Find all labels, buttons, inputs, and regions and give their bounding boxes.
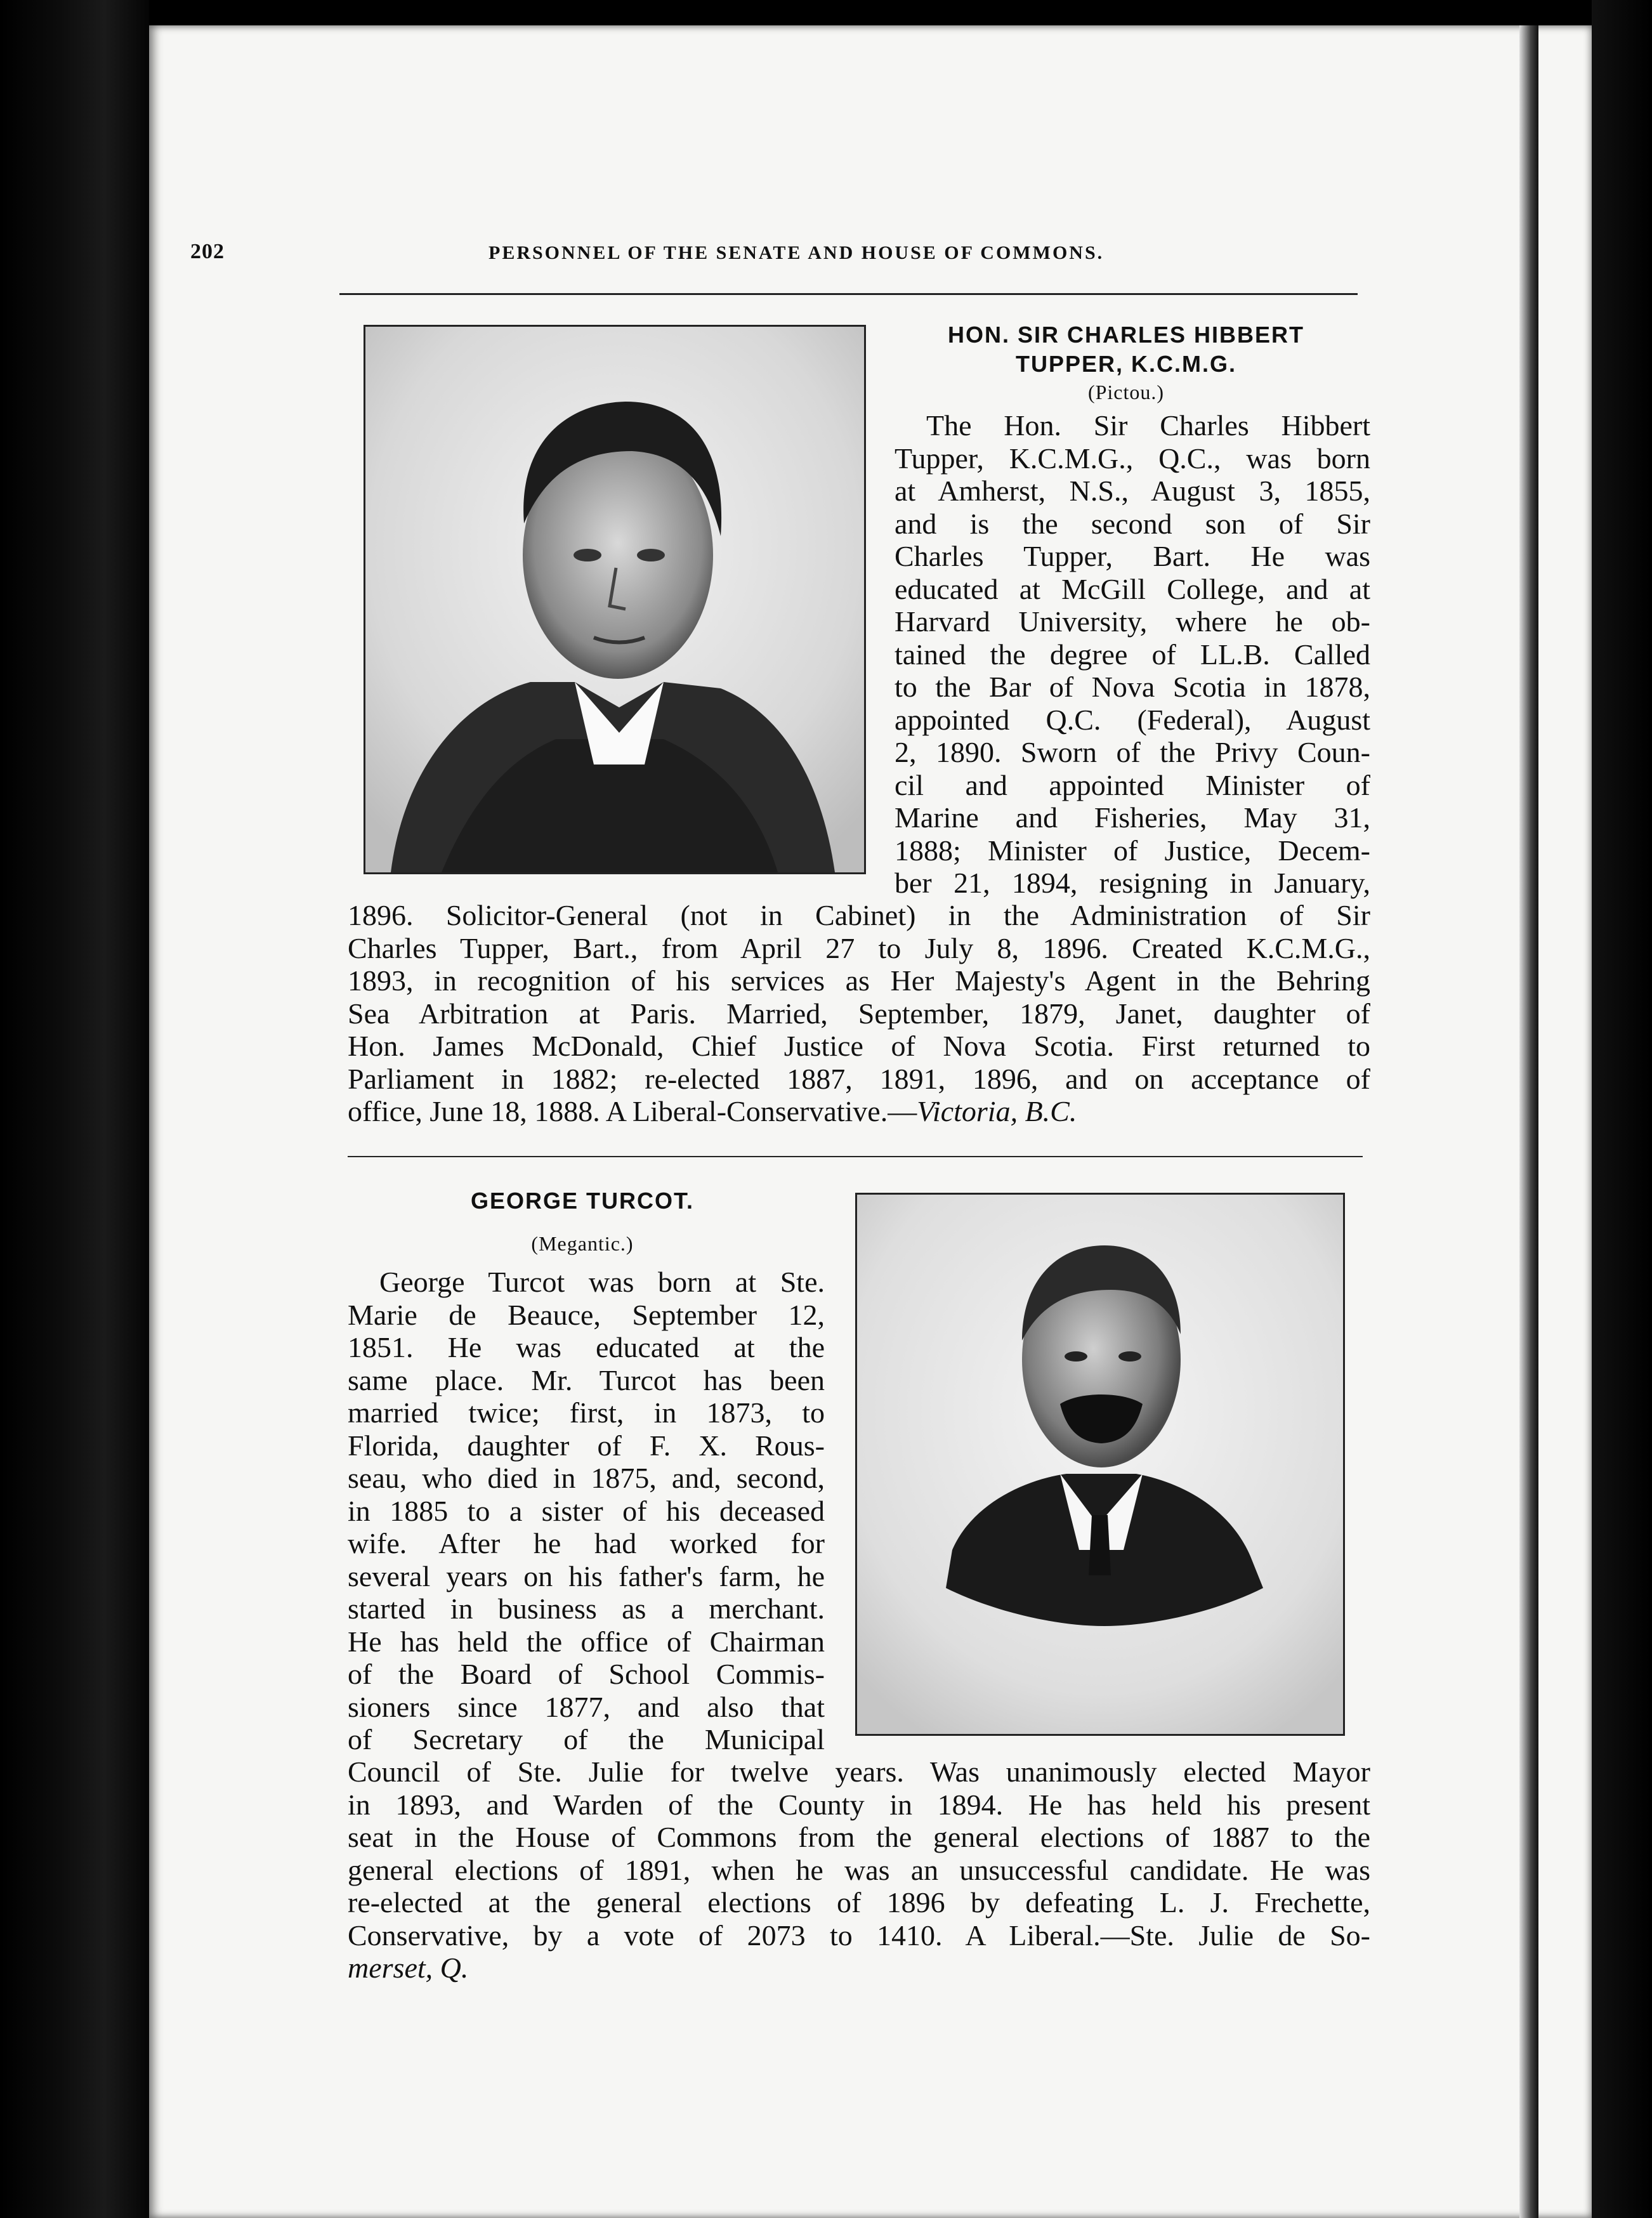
text-line: 1888; Minister of Justice, Decem- <box>895 834 1370 867</box>
residence-turcot: merset, Q. <box>348 1952 469 1984</box>
text-line: 1851. He was educated at the <box>348 1331 825 1363</box>
entry-heading-turcot: GEORGE TURCOT. <box>470 1188 695 1214</box>
text-line: Conservative, by a vote of 2073 to 1410. A Liberal.—Ste. Julie de So- <box>348 1919 1370 1952</box>
page-number: 202 <box>190 240 225 263</box>
constituency-turcot: (Megantic.) <box>531 1232 634 1255</box>
text-line: George Turcot was born at Ste. <box>379 1266 825 1298</box>
text-line: several years on his father's farm, he <box>348 1559 825 1592</box>
portrait-turcot <box>855 1193 1345 1736</box>
residence-tupper: Victoria, B.C. <box>917 1095 1077 1127</box>
text-line: seat in the House of Commons from the general elections of 1887 to the <box>348 1821 1370 1853</box>
page-header <box>190 240 1358 278</box>
text-line-final <box>348 1095 1370 1128</box>
text-line: educated at McGill College, and at <box>895 572 1370 605</box>
text-line: started in business as a merchant. <box>348 1592 825 1625</box>
text-line: same place. Mr. Turcot has been <box>348 1363 825 1396</box>
text-line: general elections of 1891, when he was an unsuccessful candidate. He was <box>348 1853 1370 1886</box>
text-line: married twice; first, in 1873, to <box>348 1396 825 1429</box>
text-line: and is the second son of Sir <box>895 507 1370 540</box>
entry-heading-tupper-line1: HON. SIR CHARLES HIBBERT <box>947 322 1305 348</box>
portrait-tupper-image <box>365 327 864 872</box>
entry-text-turcot-narrow <box>348 1266 825 1756</box>
text-line: of Secretary of the Municipal <box>348 1723 825 1755</box>
text-line: in 1885 to a sister of his deceased <box>348 1494 825 1527</box>
text-line: 1893, in recognition of his services as Her Majesty's Agent in the Behring <box>348 964 1370 997</box>
entry-text-tupper-narrow <box>895 409 1370 900</box>
final-text: office, June 18, 1888. A Liberal-Conservative.— <box>348 1095 917 1127</box>
text-line: Council of Ste. Julie for twelve years. Was unanimously elected Mayor <box>348 1755 1370 1788</box>
text-line: He has held the office of Chairman <box>348 1625 825 1658</box>
text-line: Tupper, K.C.M.G., Q.C., was born <box>895 442 1370 475</box>
entry-separator-rule <box>348 1156 1363 1157</box>
text-line: Florida, daughter of F. X. Rous- <box>348 1429 825 1462</box>
text-line: Harvard University, where he ob- <box>895 605 1370 638</box>
header-rule <box>339 293 1358 295</box>
text-line: Marine and Fisheries, May 31, <box>895 801 1370 834</box>
text-line: The Hon. Sir Charles Hibbert <box>926 409 1370 442</box>
text-line: ber 21, 1894, resigning in January, <box>895 867 1370 899</box>
scan-edge-right <box>1592 0 1652 2218</box>
page-gutter <box>1519 25 1538 2218</box>
text-line: Parliament in 1882; re-elected 1887, 1891, 1896, and on acceptance of <box>348 1062 1370 1095</box>
entry-text-tupper-wide <box>348 899 1370 1128</box>
text-line: of the Board of School Commis- <box>348 1658 825 1690</box>
text-line: in 1893, and Warden of the County in 1894. He has held his present <box>348 1788 1370 1821</box>
scan-edge-left <box>0 0 149 2218</box>
entry-heading-tupper-line2: TUPPER, K.C.M.G. <box>1015 351 1237 377</box>
text-line: cil and appointed Minister of <box>895 768 1370 801</box>
text-line: appointed Q.C. (Federal), August <box>895 703 1370 736</box>
portrait-tupper <box>364 325 866 874</box>
entry-text-turcot-wide <box>348 1755 1370 1985</box>
constituency-tupper: (Pictou.) <box>1087 381 1165 404</box>
text-line: Charles Tupper, Bart., from April 27 to July 8, 1896. Created K.C.M.G., <box>348 931 1370 964</box>
text-line: Marie de Beauce, September 12, <box>348 1298 825 1331</box>
text-line: 2, 1890. Sworn of the Privy Coun- <box>895 736 1370 768</box>
text-line: 1896. Solicitor-General (not in Cabinet) in the Administration of Sir <box>348 899 1370 931</box>
text-line: re-elected at the general elections of 1896 by defeating L. J. Frechette, <box>348 1886 1370 1919</box>
running-head: PERSONNEL OF THE SENATE AND HOUSE OF COMMONS. <box>488 242 1105 263</box>
text-line: Charles Tupper, Bart. He was <box>895 540 1370 572</box>
text-line: sioners since 1877, and also that <box>348 1690 825 1723</box>
text-line: seau, who died in 1875, and, second, <box>348 1462 825 1494</box>
portrait-turcot-image <box>857 1195 1343 1734</box>
text-line: to the Bar of Nova Scotia in 1878, <box>895 671 1370 703</box>
text-line: tained the degree of LL.B. Called <box>895 638 1370 671</box>
text-line: wife. After he had worked for <box>348 1527 825 1559</box>
text-line-final <box>348 1952 1370 1985</box>
text-line: at Amherst, N.S., August 3, 1855, <box>895 475 1370 507</box>
text-line: Hon. James McDonald, Chief Justice of Nova Scotia. First returned to <box>348 1030 1370 1062</box>
text-line: Sea Arbitration at Paris. Married, September, 1879, Janet, daughter of <box>348 997 1370 1030</box>
